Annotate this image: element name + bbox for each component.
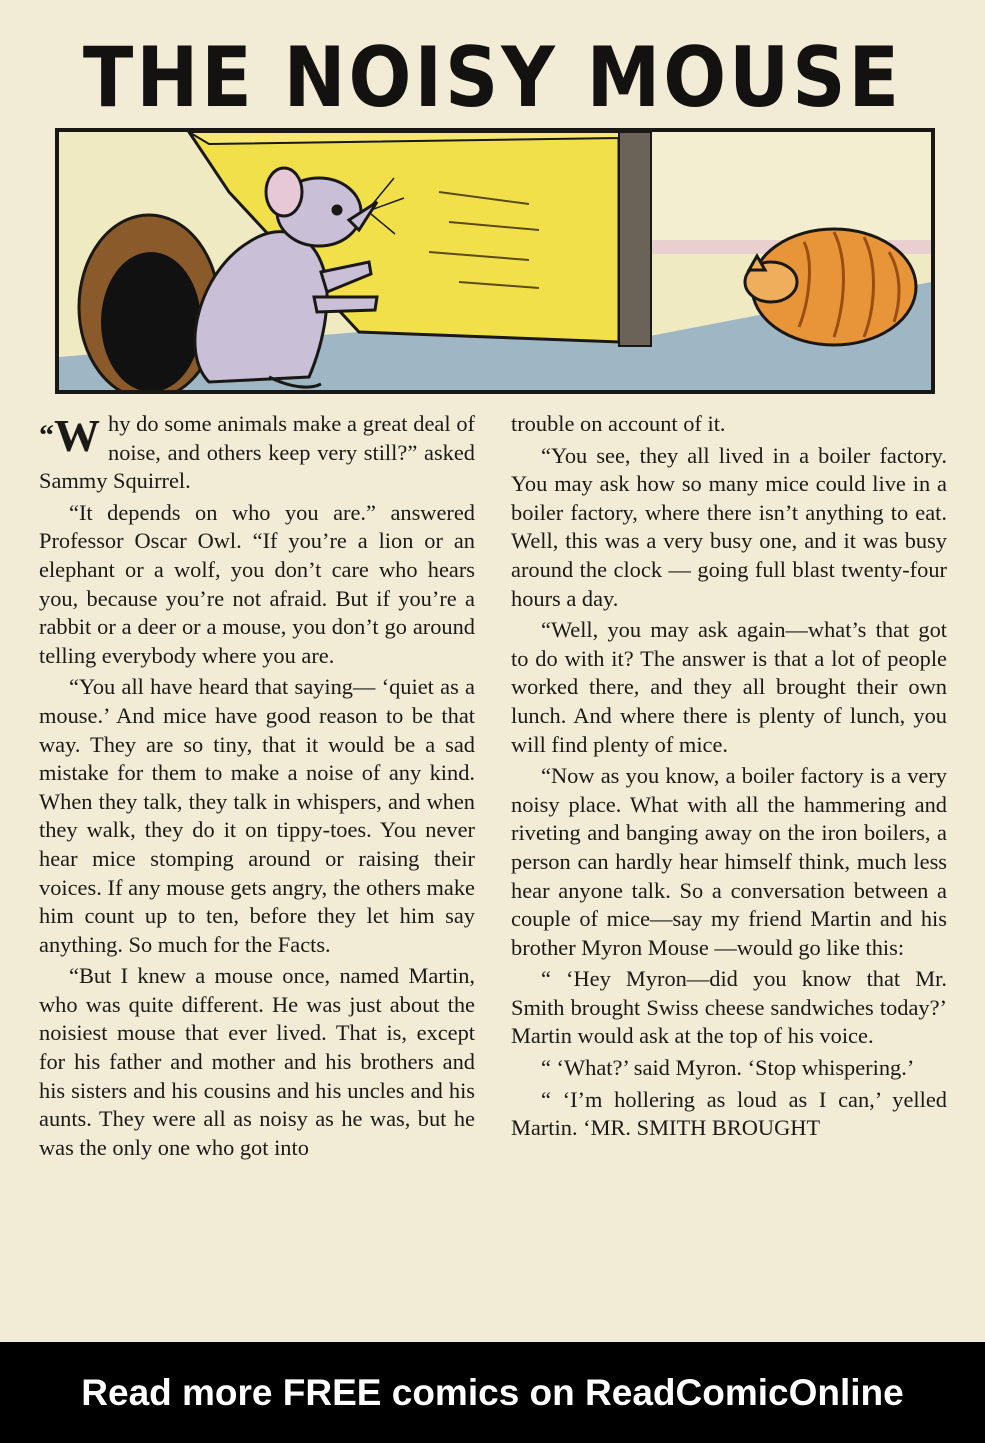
story-paragraph: “Well, you may ask again—what’s that got to do with it? The answer is that a lot of people worked there, and they all brought their own lunch. And where there is plenty of lunch, you will find plenty of mice.	[511, 617, 947, 757]
drop-cap: “W	[39, 410, 100, 461]
back-wall-right	[649, 132, 931, 252]
story-paragraph: “Now as you know, a boiler factory is a very noisy place. What with all the hammering and riveting and banging away on the iron boilers, a person can hardly hear himself think, much less hear anyone talk. So a conversation between a couple of mice—say my friend Martin and his brother Myron Mouse —would go like this:	[511, 763, 947, 960]
story-paragraph: “W hy do some animals make a great deal of noise, and others keep very still?” asked Sammy Squirrel.	[39, 410, 475, 494]
illustration-panel	[55, 128, 935, 394]
story-title: THE NOISY MOUSE	[82, 30, 903, 127]
story-paragraph: “You see, they all lived in a boiler factory. You may ask how so many mice could live in a boiler factory, where there isn’t anything to eat. Well, this was a very busy one, and it was busy around the clock — going full blast twenty-four hours a day.	[511, 442, 947, 611]
story-paragraph: “But I knew a mouse once, named Martin, who was quite different. He was just about the noisiest mouse that ever lived. That is, except for his father and mother and his brothers and his sisters and his cousins and his uncles and his aunts. They were all as noisy as he was, but he was the only one who got into	[39, 963, 475, 1160]
mouse-and-cat-illustration	[59, 132, 931, 390]
story-paragraph: “ ‘I’m hollering as loud as I can,’ yelled Martin. ‘MR. SMITH BROUGHT	[511, 1086, 947, 1141]
story-paragraph: trouble on account of it.	[511, 411, 726, 436]
pillar	[619, 132, 651, 346]
story-paragraph: “ ‘What?’ said Myron. ‘Stop whispering.’	[541, 1055, 915, 1081]
story-paragraph: “ ‘Hey Myron—did you know that Mr. Smith brought Swiss cheese sandwiches today?’ Martin would ask at the top of his voice.	[511, 966, 947, 1049]
story-column-left	[39, 410, 475, 1165]
story-column-right	[511, 410, 947, 1146]
story-paragraph: “You all have heard that saying— ‘quiet as a mouse.’ And mice have good reason to be that way. They are so tiny, that it would be a sad mistake for them to make a noise of any kind. When they talk, they talk in whispers, and when they walk, they do it on tippy-toes. You never hear mice stomping around or raising their voices. If any mouse gets angry, the others make him count up to ten, before they let him say anything. So much for the Facts.	[39, 674, 475, 957]
promo-banner[interactable]: Read more FREE comics on ReadComicOnline	[0, 1342, 985, 1443]
story-paragraph: “It depends on who you are.” answered Professor Oscar Owl. “If you’re a lion or an elephant or a wolf, you don’t care who hears you, because you’re not afraid. But if you’re a rabbit or a deer or a mouse, you don’t go around telling everybody where you are.	[39, 499, 475, 668]
mouse-hole	[101, 252, 201, 390]
